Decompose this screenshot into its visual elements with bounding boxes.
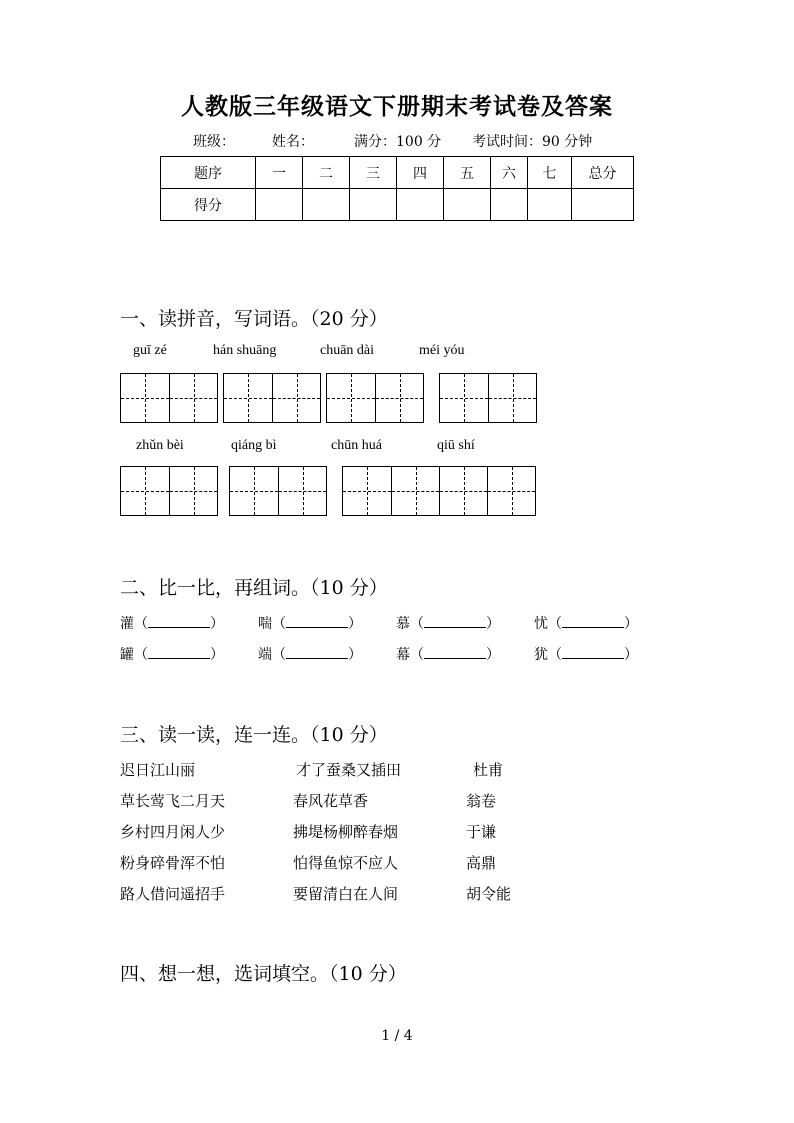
- score-header-cell: 一: [256, 157, 303, 189]
- poet-name[interactable]: 杜甫: [473, 761, 504, 779]
- character: 罐（: [120, 647, 148, 663]
- close-paren: ）: [624, 647, 638, 663]
- poem-line[interactable]: 草长莺飞二月天: [120, 792, 226, 810]
- score-header-cell: 四: [397, 157, 444, 189]
- pinyin-label: guī zé: [133, 343, 167, 358]
- close-paren: ）: [486, 616, 500, 632]
- word-group-item: [534, 644, 638, 664]
- character: 灌（: [120, 616, 148, 632]
- class-label: 班级：: [193, 134, 235, 150]
- score-table: [160, 156, 634, 221]
- name-label: 姓名：: [272, 134, 314, 150]
- poet-name[interactable]: 胡令能: [466, 885, 512, 903]
- poem-line[interactable]: 拂堤杨柳醉春烟: [293, 823, 399, 841]
- answer-blank[interactable]: [148, 615, 210, 628]
- pinyin-label: chuān dài: [320, 343, 375, 358]
- score-input-cell[interactable]: [572, 189, 634, 221]
- score-input-cell[interactable]: [397, 189, 444, 221]
- page-title: 人教版三年级语文下册期末考试卷及答案: [181, 93, 613, 120]
- score-input-cell[interactable]: [303, 189, 350, 221]
- pinyin-label: qiū shí: [437, 438, 475, 453]
- pinyin-label: méi yóu: [419, 343, 465, 358]
- writing-grid[interactable]: [223, 373, 321, 423]
- character: 犹（: [534, 647, 562, 663]
- word-group-item: [120, 613, 224, 633]
- score-header-cell: 总分: [572, 157, 634, 189]
- character: 喘（: [258, 616, 286, 632]
- poem-line[interactable]: 粉身碎骨浑不怕: [120, 854, 226, 872]
- writing-grid[interactable]: [120, 373, 218, 423]
- poet-name[interactable]: 高鼎: [466, 854, 497, 872]
- score-header-cell: 三: [350, 157, 397, 189]
- close-paren: ）: [486, 647, 500, 663]
- answer-blank[interactable]: [562, 646, 624, 659]
- section-4-title: 四、想一想，选词填空。（10 分）: [120, 963, 407, 985]
- character: 幕（: [396, 647, 424, 663]
- poem-line[interactable]: 才了蚕桑又插田: [296, 761, 402, 779]
- poem-line[interactable]: 迟日江山丽: [120, 761, 196, 779]
- score-input-cell[interactable]: [350, 189, 397, 221]
- writing-grid[interactable]: [120, 466, 218, 516]
- score-header-cell: 五: [444, 157, 491, 189]
- pinyin-label: zhǔn bèi: [136, 438, 184, 453]
- writing-grid[interactable]: [342, 466, 536, 516]
- score-row-label: 得分: [161, 189, 256, 221]
- character: 慕（: [396, 616, 424, 632]
- word-group-item: [396, 613, 500, 633]
- close-paren: ）: [624, 616, 638, 632]
- word-group-item: [258, 613, 362, 633]
- section-1-title: 一、读拼音，写词语。（20 分）: [120, 308, 388, 330]
- score-header-cell: 二: [303, 157, 350, 189]
- poem-line[interactable]: 怕得鱼惊不应人: [293, 854, 399, 872]
- close-paren: ）: [348, 616, 362, 632]
- section-2-title: 二、比一比，再组词。（10 分）: [120, 577, 388, 599]
- answer-blank[interactable]: [562, 615, 624, 628]
- score-header-cell: 六: [491, 157, 528, 189]
- word-group-item: [258, 644, 362, 664]
- character: 忧（: [534, 616, 562, 632]
- full-score-label: 满分：100 分: [354, 134, 442, 150]
- answer-blank[interactable]: [148, 646, 210, 659]
- close-paren: ）: [348, 647, 362, 663]
- poem-line[interactable]: 春风花草香: [293, 792, 369, 810]
- pinyin-label: hán shuāng: [213, 343, 277, 358]
- pinyin-label: chūn huá: [331, 438, 382, 453]
- word-group-item: [396, 644, 500, 664]
- answer-blank[interactable]: [286, 615, 348, 628]
- poem-line[interactable]: 路人借问遥招手: [120, 885, 226, 903]
- word-group-item: [534, 613, 638, 633]
- poet-name[interactable]: 翁卷: [466, 792, 497, 810]
- score-header-cell: 七: [528, 157, 572, 189]
- writing-grid[interactable]: [439, 373, 537, 423]
- pinyin-label: qiáng bì: [231, 438, 277, 453]
- exam-time-label: 考试时间：90 分钟: [472, 134, 593, 150]
- score-input-cell[interactable]: [256, 189, 303, 221]
- word-group-item: [120, 644, 224, 664]
- answer-blank[interactable]: [424, 615, 486, 628]
- close-paren: ）: [210, 616, 224, 632]
- score-header-cell: 题序: [161, 157, 256, 189]
- score-table-score-row: [161, 189, 634, 221]
- poem-line[interactable]: 乡村四月闲人少: [120, 823, 226, 841]
- answer-blank[interactable]: [424, 646, 486, 659]
- poet-name[interactable]: 于谦: [466, 823, 497, 841]
- character: 端（: [258, 647, 286, 663]
- page-number: 1 / 4: [381, 1028, 413, 1044]
- score-input-cell[interactable]: [491, 189, 528, 221]
- writing-grid[interactable]: [229, 466, 327, 516]
- score-input-cell[interactable]: [444, 189, 491, 221]
- score-table-header-row: [161, 157, 634, 189]
- score-input-cell[interactable]: [528, 189, 572, 221]
- close-paren: ）: [210, 647, 224, 663]
- writing-grid[interactable]: [326, 373, 424, 423]
- poem-line[interactable]: 要留清白在人间: [293, 885, 399, 903]
- section-3-title: 三、读一读，连一连。（10 分）: [120, 724, 388, 746]
- answer-blank[interactable]: [286, 646, 348, 659]
